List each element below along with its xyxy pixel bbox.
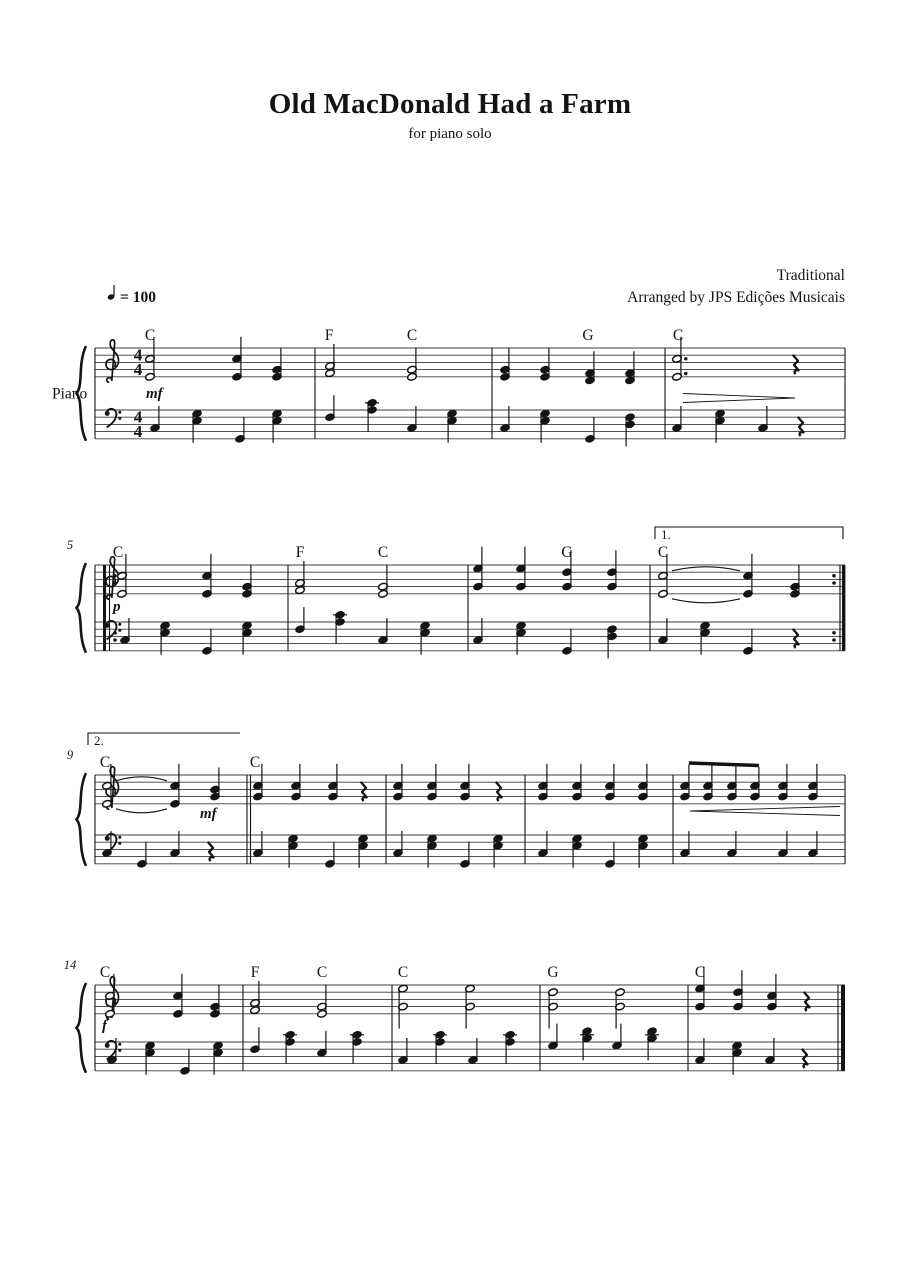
time-signature-numerator: 4 [133,345,143,365]
note-event [727,766,737,801]
system-brace [77,563,87,653]
chord-symbol: G [561,544,573,561]
chord-symbol: G [582,327,594,344]
piece-title: Old MacDonald Had a Farm [268,88,632,120]
note-event [585,351,595,385]
note-event [350,1030,364,1064]
note-event [585,417,595,443]
note-event [516,621,526,655]
note-event [645,1027,659,1061]
note-event [447,409,457,443]
note-event [516,547,526,591]
note-event [288,834,298,868]
measure-number: 9 [66,748,74,762]
note-event [607,550,617,591]
chord-symbol: C [406,327,418,344]
note-event [503,1030,517,1064]
note-event [733,970,743,1011]
system-brace [77,773,87,866]
note-event [365,398,379,432]
system-2 [67,527,846,658]
note-event [317,1031,327,1057]
note-event [192,409,202,443]
system-4 [64,958,845,1075]
note-event [202,629,212,655]
note-event [612,1024,622,1050]
note-event [715,409,725,443]
note-event [703,765,713,801]
tempo-marking [107,285,156,306]
note-event [473,547,483,591]
note-event [420,621,430,655]
note-event [295,561,305,595]
chord-symbol: C [99,964,111,981]
tie [672,567,740,571]
note-event [500,348,510,382]
chord-symbol: C [316,964,328,981]
volta-bracket [655,527,843,539]
note-event [460,842,470,868]
note-event [743,554,753,598]
composer-credit: Traditional [776,267,845,284]
volta-bracket [88,733,240,745]
note-event [333,610,347,644]
note-event [700,621,710,655]
time-signature-denominator: 4 [133,422,143,442]
quarter-rest [361,782,367,801]
note-event [250,1027,260,1053]
chord-symbol: C [672,327,684,344]
quarter-rest [496,782,502,801]
tie [116,777,167,781]
note-event [580,1027,594,1061]
quarter-rest [793,355,799,374]
note-event [325,344,335,378]
quarter-rest [802,1049,808,1068]
chord-symbol: F [324,327,334,344]
note-event [790,565,800,599]
note-event [235,417,245,443]
note-event [325,395,335,421]
note-event [272,409,282,443]
arranger-credit: Arranged by JPS Edições Musicais [627,289,845,306]
note-event [295,607,305,633]
note-event [572,834,582,868]
note-event [242,565,252,599]
note-event [283,1030,297,1064]
system-3 [67,733,845,868]
note-event [145,1041,155,1075]
note-event [202,554,212,598]
note-event [625,413,635,447]
note-event [407,348,417,382]
crescendo-hairpin [690,807,840,816]
dynamic-marking: mf [200,806,217,822]
note-event [180,1049,190,1075]
note-event [272,348,282,382]
chord-symbol: C [99,754,111,771]
system-1 [52,327,845,446]
note-event [625,351,635,385]
quarter-rest [804,992,810,1011]
piece-subtitle: for piano solo [408,126,492,142]
note-event [398,984,408,1028]
quarter-rest [793,629,799,648]
dynamic-marking: mf [146,386,163,402]
decrescendo-hairpin [683,394,795,403]
chord-symbol: F [250,964,260,981]
chord-symbol: C [657,544,669,561]
note-event [615,988,625,1029]
note-event [210,985,220,1019]
note-event [433,1030,447,1064]
dynamic-marking: p [113,599,121,615]
note-event [358,834,368,868]
chord-symbol: C [377,544,389,561]
system-brace [77,983,87,1073]
note-event [160,621,170,655]
note-event [325,842,335,868]
note-event [213,1041,223,1075]
measure-number: 5 [66,538,74,552]
note-event [732,1041,742,1075]
note-event [750,767,760,801]
note-event [638,834,648,868]
note-event [427,834,437,868]
tempo-value: = 100 [120,289,156,306]
chord-symbol: G [547,964,559,981]
treble-clef [106,557,119,599]
tie [672,599,740,603]
chord-symbol: C [397,964,409,981]
note-event [242,621,252,655]
note-event [680,765,690,801]
note-event [540,348,550,382]
treble-clef [106,340,119,382]
time-signature-denominator: 4 [133,360,143,380]
time-signature-numerator: 4 [133,407,143,427]
note-event [540,409,550,443]
chord-symbol: C [112,544,124,561]
note-event [562,629,572,655]
note-event [170,764,180,808]
chord-symbol: C [249,754,261,771]
note-event [317,985,327,1019]
note-event [465,984,475,1028]
chord-symbol: C [694,964,706,981]
volta-label: 2. [94,733,104,748]
instrument-label: Piano [52,385,88,403]
note-event [232,337,242,381]
note-event [493,834,503,868]
volta-label: 1. [661,527,671,542]
note-event [250,981,260,1015]
dynamic-marking: f [102,1018,107,1034]
chord-symbol: C [144,327,156,344]
quarter-rest [208,842,214,861]
quarter-rest [798,417,804,436]
note-event [210,767,220,801]
note-event [378,565,388,599]
note-event [137,842,147,868]
note-event [605,842,615,868]
note-event [173,974,183,1018]
note-event [607,625,617,659]
note-event [548,988,558,1029]
note-event [743,629,753,655]
eighth-note-beam [689,761,759,767]
measure-number: 14 [63,958,77,972]
chord-symbol: F [295,544,305,561]
tie [116,809,167,813]
